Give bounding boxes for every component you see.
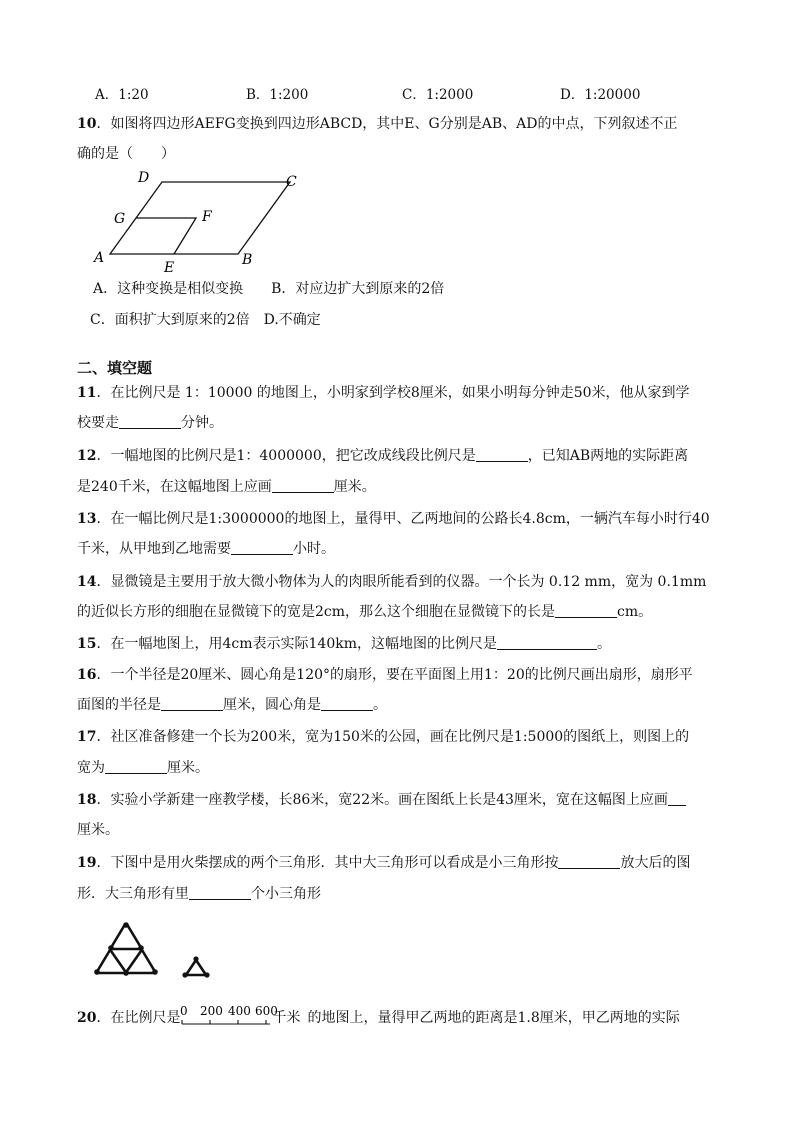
q17-number: 17 <box>77 729 97 745</box>
q17-text-2b: 厘米。 <box>167 760 209 776</box>
answer-blank[interactable] <box>161 696 223 711</box>
q11-text-2b: 分钟。 <box>181 415 223 431</box>
q19-text-2b: 个小三角形 <box>251 886 321 902</box>
scale-unit: 千米 <box>272 1010 301 1026</box>
line-scale-bar <box>180 1004 279 1032</box>
answer-blank[interactable] <box>555 603 617 618</box>
q13-text: ．在一幅比例尺是1:3000000的地图上，量得甲、乙两地间的公路长4.8cm，一辆汽车每小时行40 <box>96 511 710 527</box>
scale-tick-label: 600 <box>255 1004 279 1018</box>
q9-option-a: A．1:20 <box>95 87 149 103</box>
q17-text-2a: 宽为 <box>77 760 105 776</box>
label-d: D <box>138 170 150 186</box>
label-g: G <box>114 211 126 227</box>
answer-blank[interactable] <box>558 854 620 869</box>
q17-line2 <box>77 758 209 778</box>
q13-text-2a: 千米，从甲地到乙地需要 <box>77 541 231 557</box>
q14-line2 <box>77 602 652 622</box>
answer-blank[interactable] <box>119 414 181 429</box>
q13-number: 13 <box>77 511 97 527</box>
q16-text-2a: 面图的半径是 <box>77 697 161 713</box>
label-c: C <box>286 174 297 190</box>
q12-number: 12 <box>77 448 97 464</box>
matchstick-triangles-figure <box>90 918 220 982</box>
q10-line1 <box>77 114 677 134</box>
q15-number: 15 <box>77 636 97 652</box>
q11-text-2a: 校要走 <box>77 415 119 431</box>
q16-number: 16 <box>77 667 97 683</box>
label-e: E <box>164 260 175 276</box>
q17-text: ．社区准备修建一个长为200米，宽为150米的公园，画在比例尺是1:5000的图纸上，则图上的 <box>96 729 690 745</box>
scale-tick-label: 400 <box>228 1004 252 1018</box>
q14-text-2b: cm。 <box>617 604 653 620</box>
q16-text: ．一个半径是20厘米、圆心角是120°的扇形，要在平面图上用1：20的比例尺画出扇形，扇形平 <box>96 667 693 683</box>
q18-number: 18 <box>77 792 97 808</box>
q10-line2: 确的是（ ） <box>77 146 175 162</box>
q12-text-2b: 厘米。 <box>333 479 376 495</box>
q11-text: ．在比例尺是 1：10000 的地图上，小明家到学校8厘米，如果小明每分钟走50米，他从家到学 <box>96 385 690 401</box>
q18-line1 <box>77 790 686 810</box>
q13-line2 <box>77 539 335 559</box>
q19-line1 <box>77 853 690 873</box>
answer-blank[interactable] <box>272 478 334 493</box>
q20-number: 20 <box>77 1010 97 1026</box>
answer-blank[interactable] <box>105 759 167 774</box>
q10-options-ab: A．这种变换是相似变换 B．对应边扩大到原来的2倍 <box>93 281 445 297</box>
q10-number: 10 <box>77 116 97 132</box>
q15-text-end: 。 <box>597 636 611 652</box>
answer-blank[interactable] <box>497 635 597 650</box>
q12-line1 <box>77 446 688 466</box>
q12-text-1a: ．一幅地图的比例尺是1：4000000，把它改成线段比例尺是 <box>96 448 476 464</box>
q16-text-2c: 。 <box>373 697 387 713</box>
q11-number: 11 <box>77 385 97 401</box>
q16-text-2b: 厘米，圆心角是 <box>223 697 321 713</box>
q20-text-1a: ．在比例尺是 <box>96 1010 181 1026</box>
q11-line1 <box>77 383 690 403</box>
q16-line1 <box>77 665 693 685</box>
answer-blank[interactable] <box>476 447 528 462</box>
q14-text-2a: 的近似长方形的细胞在显微镜下的宽是2cm，那么这个细胞在显微镜下的长是 <box>77 604 556 620</box>
q9-option-d: D．1:20000 <box>560 87 641 103</box>
label-b: B <box>242 252 253 268</box>
answer-blank[interactable] <box>668 791 686 806</box>
label-f: F <box>202 209 212 225</box>
q10-options-cd: C．面积扩大到原来的2倍 D.不确定 <box>90 312 321 328</box>
q14-text: ．显微镜是主要用于放大微小物体为人的肉眼所能看到的仪器。一个长为 0.12 mm，宽为 0.1mm <box>96 574 707 590</box>
q13-text-2b: 小时。 <box>293 541 335 557</box>
q12-text-2a: 是240千米，在这幅地图上应画 <box>77 479 272 495</box>
q10-text: ．如图将四边形AEFG变换到四边形ABCD，其中E、G分别是AB、AD的中点，下列叙述不正 <box>96 116 678 132</box>
q9-option-c: C．1:2000 <box>402 87 474 103</box>
q14-number: 14 <box>77 574 97 590</box>
large-triangle <box>98 926 154 973</box>
scale-tick-label: 200 <box>200 1004 224 1018</box>
q11-line2 <box>77 413 223 433</box>
answer-blank[interactable] <box>231 540 293 555</box>
q19-text-1a: ．下图中是用火柴摆成的两个三角形．其中大三角形可以看成是小三角形按 <box>96 855 559 871</box>
q19-number: 19 <box>77 855 97 871</box>
q15-line1 <box>77 634 611 654</box>
q12-line2 <box>77 477 376 497</box>
q18-line2: 厘米。 <box>77 822 119 838</box>
q10-parallelogram-figure <box>90 168 310 276</box>
answer-blank[interactable] <box>321 696 373 711</box>
q19-text-2a: 形．大三角形有里 <box>77 886 189 902</box>
q16-line2 <box>77 695 387 715</box>
section-title: 二、填空题 <box>77 359 153 377</box>
q9-option-b: B．1:200 <box>246 87 309 103</box>
q19-text-1b: 放大后的图 <box>620 855 691 871</box>
small-triangle <box>186 960 206 975</box>
q20-line1 <box>77 1004 680 1032</box>
answer-blank[interactable] <box>189 885 251 900</box>
q12-text-1b: ，已知AB两地的实际距离 <box>527 448 689 464</box>
q17-line1 <box>77 727 689 747</box>
parallelogram-aefg <box>136 218 196 254</box>
q13-line1 <box>77 509 710 529</box>
label-a: A <box>94 250 105 266</box>
q15-text: ．在一幅地图上，用4cm表示实际140km，这幅地图的比例尺是 <box>96 636 497 652</box>
q20-text-1b: 的地图上，量得甲乙两地的距离是1.8厘米，甲乙两地的实际 <box>307 1010 680 1026</box>
q14-line1 <box>77 572 706 592</box>
q18-text: ．实验小学新建一座教学楼，长86米，宽22米。画在图纸上长是43厘米，宽在这幅图上应画 <box>96 792 668 808</box>
scale-tick-label: 0 <box>180 1004 189 1018</box>
q19-line2 <box>77 884 321 904</box>
